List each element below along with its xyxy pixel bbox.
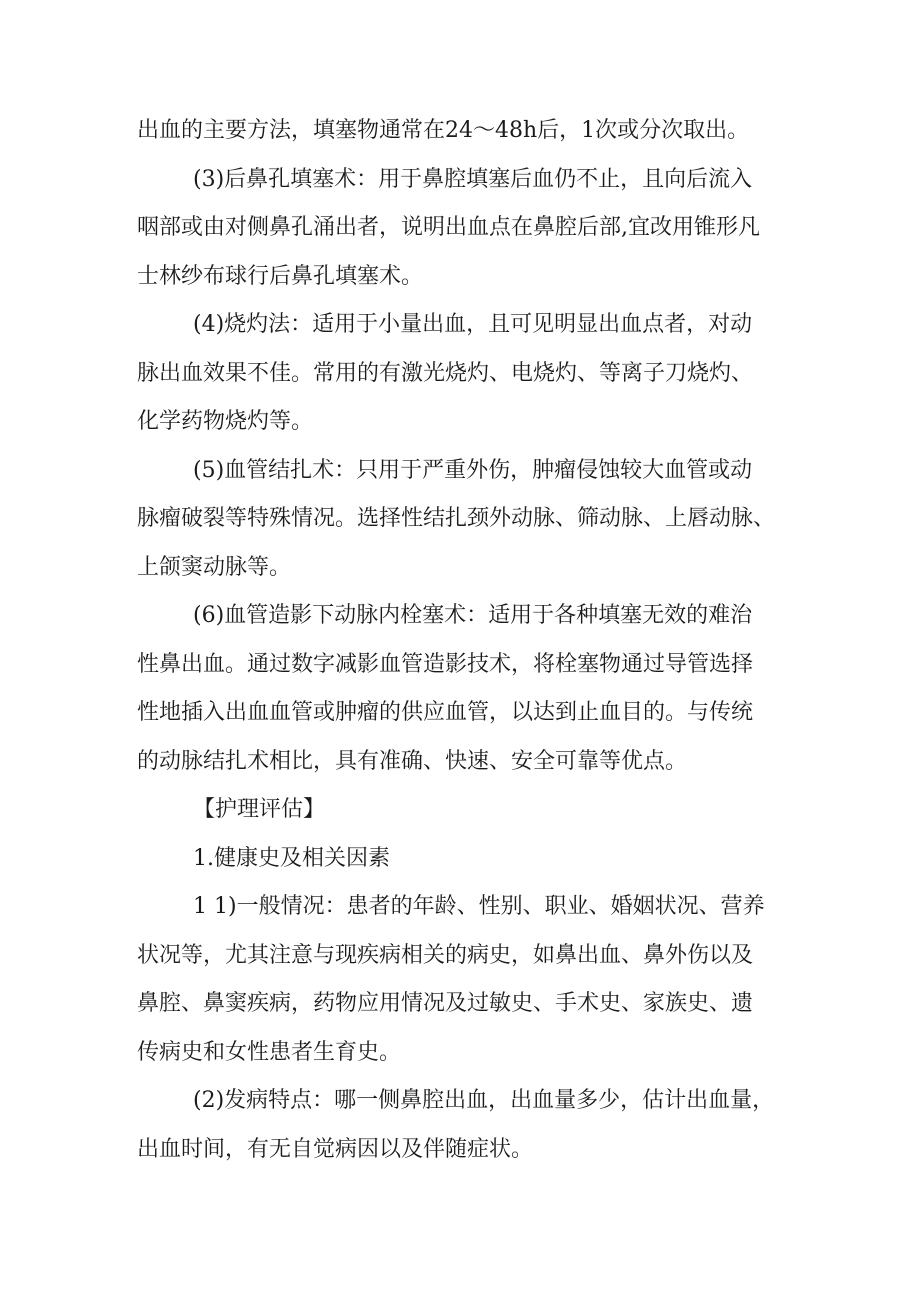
text-line: (6)血管造影下动脉内栓塞术：适用于各种填塞无效的难治 — [193, 603, 753, 628]
text-line: 士林纱布球行后鼻孔填塞术。 — [137, 263, 424, 289]
text-line: 化学药物烧灼等。 — [137, 409, 314, 434]
text-line: 脉瘤破裂等特殊情况。选择性结扎颈外动脉、筛动脉、上唇动脉、 — [137, 506, 776, 531]
text-line: 1 1)一般情况：患者的年龄、性别、职业、婚姻状况、营养 — [193, 894, 765, 919]
text-line: 出血的主要方法，填塞物通常在24～48h后，1次或分次取出。 — [137, 118, 750, 143]
text-line: (4)烧灼法：适用于小量出血，且可见明显出血点者，对动 — [193, 312, 753, 337]
text-line: 的动脉结扎术相比，具有准确、快速、安全可靠等优点。 — [137, 748, 688, 774]
text-line: 咽部或由对侧鼻孔涌出者，说明出血点在鼻腔后部,宜改用锥形凡 — [137, 215, 760, 240]
text-line: 性鼻出血。通过数字减影血管造影技术，将栓塞物通过导管选择 — [137, 651, 754, 677]
text-line: 传病史和女性患者生育史。 — [137, 1039, 402, 1065]
text-line: 鼻腔、鼻窦疾病，药物应用情况及过敏史、手术史、家族史、遗 — [137, 991, 754, 1016]
text-line: (5)血管结扎术：只用于严重外伤，肿瘤侵蚀较大血管或动 — [193, 457, 753, 483]
document-body — [137, 107, 797, 1174]
text-line: 出血时间，有无自觉病因以及伴随症状。 — [137, 1136, 534, 1162]
text-line: (3)后鼻孔填塞术：用于鼻腔填塞后血仍不止，且向后流入 — [193, 166, 753, 192]
text-line: 性地插入出血血管或肿瘤的供应血管，以达到止血目的。与传统 — [137, 700, 754, 725]
text-line: 脉出血效果不佳。常用的有激光烧灼、电烧灼、等离子刀烧灼、 — [137, 360, 754, 386]
text-line: 状况等，尤其注意与现疾病相关的病史，如鼻出血、鼻外伤以及 — [137, 942, 754, 968]
section-heading: 【护理评估】 — [193, 797, 326, 822]
text-line: 上颌窦动脉等。 — [137, 554, 292, 580]
subsection-heading: 1.健康史及相关因素 — [193, 845, 390, 871]
text-line: (2)发病特点：哪一侧鼻腔出血，出血量多少，估计出血量， — [193, 1088, 775, 1113]
